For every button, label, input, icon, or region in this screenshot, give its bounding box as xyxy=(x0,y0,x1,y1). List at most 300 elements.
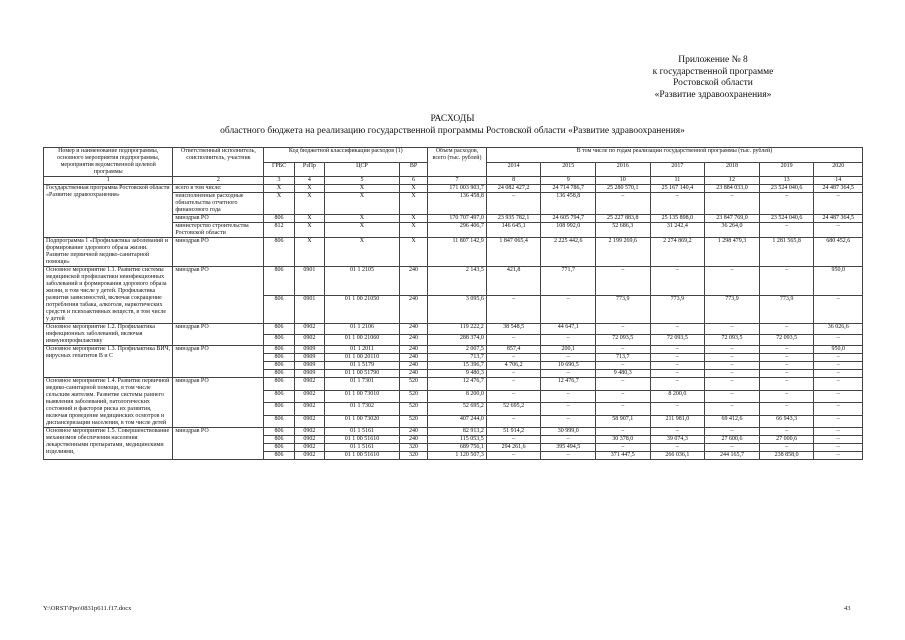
year-value-cell: 371 447,5 xyxy=(596,452,651,460)
header-csr: ЦСР xyxy=(325,162,400,177)
rzpr-cell: 0902 xyxy=(294,390,324,403)
vr-cell: 240 xyxy=(399,346,427,354)
year-value-cell: – xyxy=(814,354,863,362)
grbs-cell: X xyxy=(264,185,294,193)
year-value-cell: 72 093,5 xyxy=(759,335,814,346)
page-number: 43 xyxy=(844,605,851,612)
year-value-cell: – xyxy=(814,390,863,403)
year-value-cell: – xyxy=(759,346,814,354)
appendix-line-4: «Развитие здравоохранения» xyxy=(654,89,772,100)
year-value-cell: – xyxy=(596,362,651,370)
year-value-cell: – xyxy=(759,390,814,403)
csr-cell: 01 1 00 73010 xyxy=(325,390,400,403)
column-number-row xyxy=(44,177,863,185)
executor-cell: всего в том числе: xyxy=(173,185,264,193)
rzpr-cell: 0902 xyxy=(294,436,324,444)
year-value-cell: 2 225 442,6 xyxy=(541,238,596,267)
rzpr-cell: 0902 xyxy=(294,428,324,436)
vr-cell: X xyxy=(399,215,427,223)
document-heading xyxy=(0,113,905,137)
year-value-cell: 72 093,5 xyxy=(705,335,760,346)
year-value-cell: – xyxy=(596,267,651,296)
year-value-cell: – xyxy=(814,415,863,428)
appendix-block xyxy=(583,55,843,101)
year-value-cell: – xyxy=(486,193,541,215)
row-name-cell: Подпрограмма 1 «Профилактика заболеваний и формирование здорового образа жизни. Развитие первичной медико-санитарной помощи» xyxy=(44,238,173,267)
column-number: 9 xyxy=(541,177,596,185)
year-value-cell: – xyxy=(705,324,760,335)
year-value-cell: – xyxy=(486,335,541,346)
total-cell: 170 707 497,0 xyxy=(428,215,487,223)
csr-cell: 01 1 00 20110 xyxy=(325,354,400,362)
year-value-cell: 36 026,6 xyxy=(814,324,863,335)
total-cell: 12 476,7 xyxy=(428,378,487,391)
year-value-cell: 266 036,1 xyxy=(650,452,705,460)
column-number: 7 xyxy=(428,177,487,185)
executor-cell: министерство строительства Ростовской области xyxy=(173,223,264,238)
rzpr-cell: X xyxy=(294,193,324,215)
file-path: Y:\ORST\Ppo\0831p611.f17.docx xyxy=(43,605,132,612)
year-value-cell: – xyxy=(650,370,705,378)
grbs-cell: 806 xyxy=(264,428,294,436)
vr-cell: 320 xyxy=(399,452,427,460)
column-number: 4 xyxy=(294,177,324,185)
year-value-cell: 30 378,0 xyxy=(596,436,651,444)
csr-cell: 01 1 00 21050 xyxy=(325,295,400,324)
header-budget-code: Код бюджетной классификации расходов (1) xyxy=(264,148,428,163)
year-value-cell: – xyxy=(486,370,541,378)
year-value-cell: 24 714 786,7 xyxy=(541,185,596,193)
year-value-cell: 72 093,5 xyxy=(650,335,705,346)
year-value-cell: 25 280 570,1 xyxy=(596,185,651,193)
total-cell: 407 244,0 xyxy=(428,415,487,428)
year-value-cell: 773,9 xyxy=(705,295,760,324)
table-row xyxy=(44,238,863,267)
total-cell: 9 480,3 xyxy=(428,370,487,378)
table-row xyxy=(44,267,863,296)
rzpr-cell: 0902 xyxy=(294,452,324,460)
total-cell: 1 120 507,3 xyxy=(428,452,487,460)
year-value-cell: – xyxy=(814,295,863,324)
year-value-cell: 24 082 427,2 xyxy=(486,185,541,193)
vr-cell: 240 xyxy=(399,428,427,436)
csr-cell: X xyxy=(325,223,400,238)
rzpr-cell: 0902 xyxy=(294,403,324,416)
rzpr-cell: X xyxy=(294,215,324,223)
year-value-cell: 771,7 xyxy=(541,267,596,296)
grbs-cell: 806 xyxy=(264,362,294,370)
vr-cell: X xyxy=(399,238,427,267)
year-value-cell: – xyxy=(596,390,651,403)
total-cell: 288 374,0 xyxy=(428,335,487,346)
year-value-cell: – xyxy=(814,403,863,416)
year-value-cell: – xyxy=(596,346,651,354)
grbs-cell: 806 xyxy=(264,415,294,428)
year-value-cell: 30 999,0 xyxy=(541,428,596,436)
year-value-cell: 680 452,6 xyxy=(814,238,863,267)
header-rzpr: РзПр xyxy=(294,162,324,177)
total-cell: 2 007,5 xyxy=(428,346,487,354)
year-value-cell: 1 298 479,3 xyxy=(705,238,760,267)
column-number: 6 xyxy=(399,177,427,185)
year-value-cell: – xyxy=(541,354,596,362)
year-value-cell: – xyxy=(814,362,863,370)
year-value-cell: – xyxy=(759,403,814,416)
year-value-cell: 244 165,7 xyxy=(705,452,760,460)
vr-cell: 520 xyxy=(399,390,427,403)
csr-cell: X xyxy=(325,238,400,267)
csr-cell: 01 1 5161 xyxy=(325,428,400,436)
csr-cell: 01 1 00 51610 xyxy=(325,452,400,460)
total-cell: 115 053,5 xyxy=(428,436,487,444)
total-cell: 8 200,0 xyxy=(428,390,487,403)
executor-cell: минздрав РО xyxy=(173,346,264,378)
year-value-cell: 950,0 xyxy=(814,346,863,354)
year-value-cell: – xyxy=(650,428,705,436)
csr-cell: 01 1 2106 xyxy=(325,324,400,335)
year-value-cell: – xyxy=(541,452,596,460)
grbs-cell: 806 xyxy=(264,403,294,416)
year-value-cell: – xyxy=(759,354,814,362)
vr-cell: 520 xyxy=(399,378,427,391)
year-value-cell: – xyxy=(650,444,705,452)
row-name-cell: Основное мероприятие 1.5. Совершенствование механизмов обеспечения населения лекарственными препаратами, медицинскими изделиями, xyxy=(44,428,173,460)
year-value-cell: – xyxy=(650,193,705,215)
year-value-cell: – xyxy=(650,324,705,335)
header-year: 2018 xyxy=(705,162,760,177)
year-value-cell: – xyxy=(705,267,760,296)
year-value-cell: 773,9 xyxy=(759,295,814,324)
year-value-cell: 25 135 898,0 xyxy=(650,215,705,223)
year-value-cell: 2 274 869,2 xyxy=(650,238,705,267)
csr-cell: 01 1 5179 xyxy=(325,362,400,370)
year-value-cell: 2 199 269,6 xyxy=(596,238,651,267)
year-value-cell: – xyxy=(541,390,596,403)
vr-cell: 240 xyxy=(399,436,427,444)
csr-cell: 01 1 7302 xyxy=(325,403,400,416)
year-value-cell: – xyxy=(705,370,760,378)
csr-cell: 01 1 00 51790 xyxy=(325,370,400,378)
vr-cell: 240 xyxy=(399,354,427,362)
csr-cell: X xyxy=(325,193,400,215)
vr-cell: 240 xyxy=(399,362,427,370)
year-value-cell: – xyxy=(650,354,705,362)
column-number: 5 xyxy=(325,177,400,185)
year-value-cell: 52 695,2 xyxy=(486,403,541,416)
year-value-cell: 4 706,2 xyxy=(486,362,541,370)
grbs-cell: 806 xyxy=(264,452,294,460)
year-value-cell: 857,4 xyxy=(486,346,541,354)
rzpr-cell: 0902 xyxy=(294,378,324,391)
vr-cell: 520 xyxy=(399,403,427,416)
header-year: 2016 xyxy=(596,162,651,177)
total-cell: 119 222,2 xyxy=(428,324,487,335)
year-value-cell: – xyxy=(486,295,541,324)
year-value-cell: 23 524 040,6 xyxy=(759,185,814,193)
csr-cell: X xyxy=(325,215,400,223)
vr-cell: 520 xyxy=(399,415,427,428)
year-value-cell: 23 524 040,6 xyxy=(759,215,814,223)
year-value-cell: 27 600,6 xyxy=(705,436,760,444)
year-value-cell: – xyxy=(486,390,541,403)
year-value-cell: – xyxy=(705,444,760,452)
vr-cell: 240 xyxy=(399,295,427,324)
grbs-cell: 806 xyxy=(264,378,294,391)
grbs-cell: 806 xyxy=(264,370,294,378)
rzpr-cell: 0902 xyxy=(294,444,324,452)
column-number: 8 xyxy=(486,177,541,185)
year-value-cell: – xyxy=(814,452,863,460)
year-value-cell: – xyxy=(541,403,596,416)
year-value-cell: 9 480,3 xyxy=(596,370,651,378)
vr-cell: 320 xyxy=(399,444,427,452)
year-value-cell: – xyxy=(541,370,596,378)
total-cell: 171 003 903,7 xyxy=(428,185,487,193)
year-value-cell: – xyxy=(705,378,760,391)
header-grbs: ГРБС xyxy=(264,162,294,177)
grbs-cell: 806 xyxy=(264,390,294,403)
total-cell: 11 807 142,9 xyxy=(428,238,487,267)
header-executor: Ответственный исполнитель, соисполнитель, участник xyxy=(173,148,264,177)
rzpr-cell: 0909 xyxy=(294,346,324,354)
year-value-cell: 238 858,0 xyxy=(759,452,814,460)
year-value-cell: 211 981,0 xyxy=(650,415,705,428)
year-value-cell: – xyxy=(814,223,863,238)
year-value-cell: – xyxy=(759,428,814,436)
executor-cell: минздрав РО xyxy=(173,378,264,428)
total-cell: 136 458,8 xyxy=(428,193,487,215)
header-years-group: В том числе по годам реализации государственной программы (тыс. рублей) xyxy=(486,148,862,163)
year-value-cell: 51 914,2 xyxy=(486,428,541,436)
vr-cell: 240 xyxy=(399,370,427,378)
executor-cell: минздрав РО xyxy=(173,428,264,460)
table-row xyxy=(44,378,863,391)
year-value-cell: – xyxy=(759,444,814,452)
column-number: 13 xyxy=(759,177,814,185)
grbs-cell: 806 xyxy=(264,267,294,296)
column-number: 12 xyxy=(705,177,760,185)
year-value-cell: 713,7 xyxy=(596,354,651,362)
appendix-line-3: Ростовской области xyxy=(673,78,753,88)
csr-cell: 01 1 00 21060 xyxy=(325,335,400,346)
year-value-cell: 31 242,4 xyxy=(650,223,705,238)
year-value-cell: 23 935 782,1 xyxy=(486,215,541,223)
csr-cell: 01 1 5161 xyxy=(325,444,400,452)
executor-cell: минздрав РО xyxy=(173,324,264,346)
year-value-cell: – xyxy=(705,193,760,215)
grbs-cell: 806 xyxy=(264,295,294,324)
year-value-cell: – xyxy=(486,354,541,362)
vr-cell: X xyxy=(399,185,427,193)
grbs-cell: 812 xyxy=(264,223,294,238)
year-value-cell: – xyxy=(814,335,863,346)
header-vr: ВР xyxy=(399,162,427,177)
year-value-cell: 23 847 769,0 xyxy=(705,215,760,223)
year-value-cell: – xyxy=(486,436,541,444)
expenditure-table xyxy=(43,147,863,460)
appendix-line-2: к государственной программе xyxy=(652,66,774,77)
year-value-cell: – xyxy=(705,403,760,416)
year-value-cell: – xyxy=(596,324,651,335)
total-cell: 15 396,7 xyxy=(428,362,487,370)
header-year: 2015 xyxy=(541,162,596,177)
executor-cell: минздрав РО xyxy=(173,238,264,267)
year-value-cell: – xyxy=(759,370,814,378)
row-name-cell: Основное мероприятие 1.1. Развитие системы медицинской профилактики неинфекционных заболеваний и формирования здорового образа жизни, в том числе у детей. Профилактика развития зависимостей, включая сокращение потребления табака, алкоголя, наркотических средств и психоактивных веществ, в том числе у детей xyxy=(44,267,173,324)
table-row xyxy=(44,185,863,193)
year-value-cell: 72 093,5 xyxy=(596,335,651,346)
year-value-cell: 8 200,0 xyxy=(650,390,705,403)
rzpr-cell: 0909 xyxy=(294,362,324,370)
grbs-cell: 806 xyxy=(264,346,294,354)
rzpr-cell: X xyxy=(294,238,324,267)
row-name-cell: Государственная программа Ростовской области «Развитие здравоохранения» xyxy=(44,185,173,238)
csr-cell: 01 1 2011 xyxy=(325,346,400,354)
header-year: 2020 xyxy=(814,162,863,177)
year-value-cell: – xyxy=(759,193,814,215)
year-value-cell: – xyxy=(650,346,705,354)
column-number: 14 xyxy=(814,177,863,185)
vr-cell: 240 xyxy=(399,267,427,296)
year-value-cell: – xyxy=(814,436,863,444)
year-value-cell: – xyxy=(541,415,596,428)
header-name: Номер и наименование подпрограммы, основного мероприятия подпрограммы, мероприятия ведомственной целевой программы xyxy=(44,148,173,177)
year-value-cell: 136 458,8 xyxy=(541,193,596,215)
header-volume: Объем расходов, всего (тыс. рублей) xyxy=(428,148,487,177)
year-value-cell: – xyxy=(814,444,863,452)
rzpr-cell: 0909 xyxy=(294,354,324,362)
year-value-cell: 39 074,3 xyxy=(650,436,705,444)
year-value-cell: – xyxy=(814,428,863,436)
csr-cell: 01 1 7301 xyxy=(325,378,400,391)
year-value-cell: 146 645,1 xyxy=(486,223,541,238)
total-cell: 82 913,2 xyxy=(428,428,487,436)
rzpr-cell: 0901 xyxy=(294,295,324,324)
year-value-cell: 395 494,5 xyxy=(541,444,596,452)
year-value-cell: 294 261,6 xyxy=(486,444,541,452)
table-body xyxy=(44,185,863,460)
vr-cell: 240 xyxy=(399,335,427,346)
year-value-cell: 44 647,1 xyxy=(541,324,596,335)
year-value-cell: – xyxy=(596,444,651,452)
year-value-cell: – xyxy=(814,193,863,215)
year-value-cell: 66 943,3 xyxy=(759,415,814,428)
year-value-cell: – xyxy=(705,428,760,436)
year-value-cell: – xyxy=(759,223,814,238)
total-cell: 52 695,2 xyxy=(428,403,487,416)
grbs-cell: X xyxy=(264,193,294,215)
row-name-cell: Основное мероприятие 1.4. Развитие первичной медико-санитарной помощи, в том числе сельским жителям. Развитие системы раннего выявления заболеваний, патологических состояний и факторов риска их развития, включая проведение медицинских осмотров и диспансеризации населения, в том числе детей xyxy=(44,378,173,428)
document-subtitle: областного бюджета на реализацию государственной программы Ростовской области «Развитие здравоохранения» xyxy=(220,126,685,136)
total-cell: 3 095,6 xyxy=(428,295,487,324)
year-value-cell: – xyxy=(486,378,541,391)
year-value-cell: – xyxy=(596,403,651,416)
year-value-cell: – xyxy=(541,295,596,324)
header-year: 2019 xyxy=(759,162,814,177)
appendix-line-1: Приложение № 8 xyxy=(678,55,748,65)
rzpr-cell: 0909 xyxy=(294,370,324,378)
year-value-cell: – xyxy=(705,390,760,403)
document-title: РАСХОДЫ xyxy=(430,114,475,124)
total-cell: 689 756,1 xyxy=(428,444,487,452)
year-value-cell: 12 476,7 xyxy=(541,378,596,391)
grbs-cell: 806 xyxy=(264,335,294,346)
year-value-cell: – xyxy=(650,403,705,416)
year-value-cell: – xyxy=(650,267,705,296)
year-value-cell: 23 884 033,0 xyxy=(705,185,760,193)
grbs-cell: 806 xyxy=(264,436,294,444)
column-number: 10 xyxy=(596,177,651,185)
rzpr-cell: 0902 xyxy=(294,415,324,428)
year-value-cell: 1 847 065,4 xyxy=(486,238,541,267)
year-value-cell: – xyxy=(814,370,863,378)
year-value-cell: 24 487 364,5 xyxy=(814,185,863,193)
rzpr-cell: 0902 xyxy=(294,335,324,346)
rzpr-cell: X xyxy=(294,185,324,193)
row-name-cell: Основное мероприятие 1.2. Профилактика инфекционных заболеваний, включая иммунопрофилактику xyxy=(44,324,173,346)
year-value-cell: 421,8 xyxy=(486,267,541,296)
year-value-cell: 69 412,6 xyxy=(705,415,760,428)
year-value-cell: 200,1 xyxy=(541,346,596,354)
executor-cell: минздрав РО xyxy=(173,267,264,324)
total-cell: 713,7 xyxy=(428,354,487,362)
year-value-cell: – xyxy=(814,378,863,391)
year-value-cell: – xyxy=(759,362,814,370)
csr-cell: 01 1 2105 xyxy=(325,267,400,296)
column-number: 3 xyxy=(264,177,294,185)
csr-cell: X xyxy=(325,185,400,193)
year-value-cell: – xyxy=(759,324,814,335)
year-value-cell: 25 227 883,8 xyxy=(596,215,651,223)
header-year: 2017 xyxy=(650,162,705,177)
header-year: 2014 xyxy=(486,162,541,177)
year-value-cell: 773,9 xyxy=(596,295,651,324)
total-cell: 2 143,5 xyxy=(428,267,487,296)
year-value-cell: 38 548,5 xyxy=(486,324,541,335)
year-value-cell: 27 000,6 xyxy=(759,436,814,444)
year-value-cell: – xyxy=(541,335,596,346)
year-value-cell: – xyxy=(486,452,541,460)
table-row xyxy=(44,346,863,354)
table-row xyxy=(44,324,863,335)
table-row xyxy=(44,428,863,436)
year-value-cell: – xyxy=(705,346,760,354)
rzpr-cell: 0901 xyxy=(294,267,324,296)
year-value-cell: – xyxy=(650,378,705,391)
row-name-cell: Основное мероприятие 1.3. Профилактика ВИЧ, вирусных гепатитов В и С xyxy=(44,346,173,378)
year-value-cell: 1 281 565,8 xyxy=(759,238,814,267)
executor-cell: неисполненные расходные обязательства отчетного финансового года xyxy=(173,193,264,215)
vr-cell: X xyxy=(399,193,427,215)
year-value-cell: – xyxy=(759,267,814,296)
column-number: 2 xyxy=(173,177,264,185)
grbs-cell: 806 xyxy=(264,324,294,335)
grbs-cell: 806 xyxy=(264,238,294,267)
year-value-cell: 773,9 xyxy=(650,295,705,324)
year-value-cell: – xyxy=(596,428,651,436)
year-value-cell: 24 487 364,5 xyxy=(814,215,863,223)
grbs-cell: 806 xyxy=(264,444,294,452)
vr-cell: X xyxy=(399,223,427,238)
vr-cell: 240 xyxy=(399,324,427,335)
year-value-cell: 58 907,1 xyxy=(596,415,651,428)
csr-cell: 01 1 00 73020 xyxy=(325,415,400,428)
year-value-cell: 10 690,5 xyxy=(541,362,596,370)
year-value-cell: – xyxy=(596,193,651,215)
year-value-cell: 36 264,0 xyxy=(705,223,760,238)
rzpr-cell: 0902 xyxy=(294,324,324,335)
column-number: 1 xyxy=(44,177,173,185)
